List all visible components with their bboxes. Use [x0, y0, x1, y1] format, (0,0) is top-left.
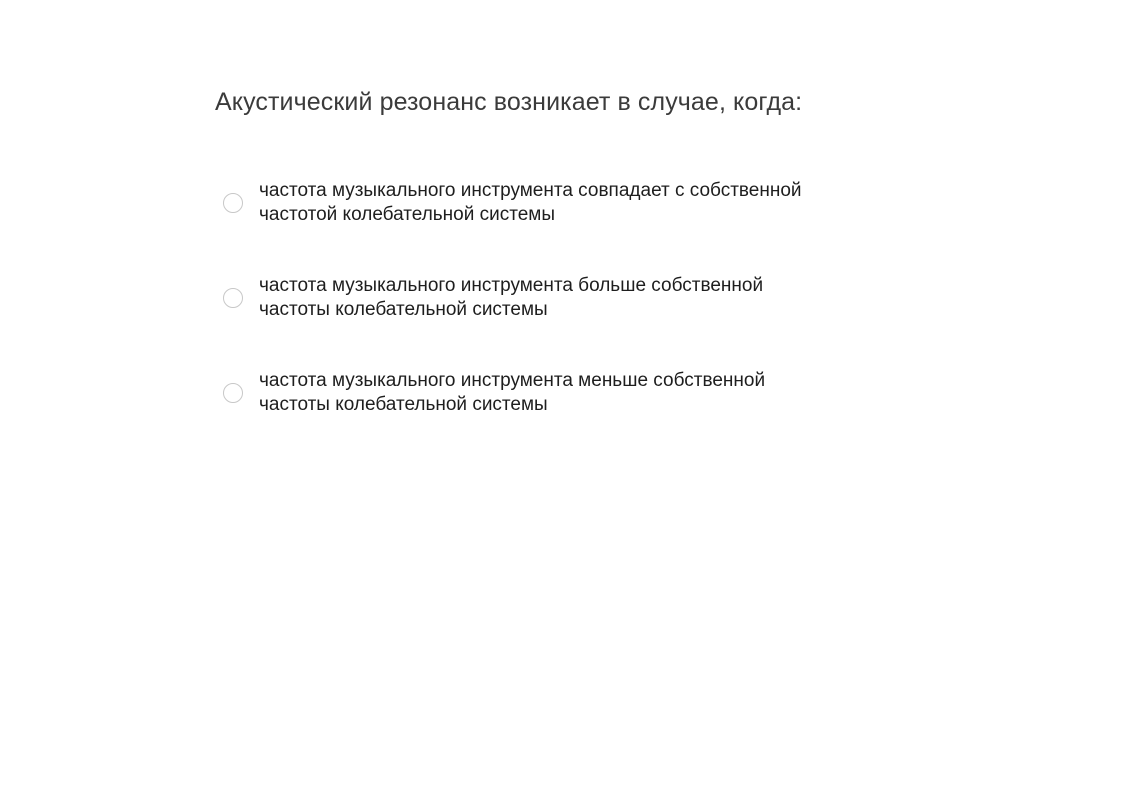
question-text: Акустический резонанс возникает в случае, когда:: [215, 88, 803, 116]
radio-button-1[interactable]: [223, 193, 243, 213]
answer-option-2[interactable]: [215, 273, 855, 323]
answer-label-2[interactable]: частота музыкального инструмента больше собственной частоты колебательной системы: [259, 275, 764, 320]
answer-option-3[interactable]: [215, 368, 855, 418]
answer-options: [215, 178, 855, 463]
radio-button-2[interactable]: [223, 288, 243, 308]
answer-label-3[interactable]: частота музыкального инструмента меньше собственной частоты колебательной системы: [259, 370, 766, 415]
radio-button-3[interactable]: [223, 383, 243, 403]
answer-option-1[interactable]: [215, 178, 855, 228]
quiz-card: [215, 86, 855, 415]
answer-label-1[interactable]: частота музыкального инструмента совпадает с собственной частотой колебательной системы: [259, 180, 802, 225]
